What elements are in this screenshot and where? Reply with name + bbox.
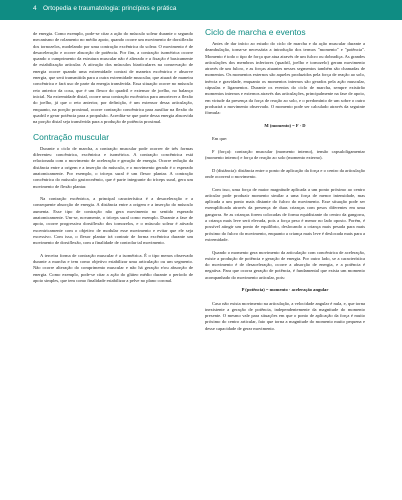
left-column — [33, 31, 193, 291]
running-title: Ortopedia e traumatologia: princípios e prática — [43, 5, 177, 12]
paragraph: Caso não exista movimento na articulação, a velocidade angular é nula, e, que torna inexistente a geração de potência, independentemente da magnitude do momento presente. O mesmo vale para situações em que o ponto de aplicação da força é muito próximo do centro articular, fato que torna a magnitude do momento muito pequena e desse capacidade de gerar movimento. — [205, 300, 365, 331]
paragraph: F (força): contração muscular (momento interno), tensão capsuloligamentar (momento interno) e força de reação ao solo (momento externo). — [205, 148, 365, 161]
formula: P (potência) = momento · aceleração angular — [241, 287, 329, 293]
paragraph: Antes de dar início ao estudo do ciclo de marcha e da ação muscular durante a deambulação, torna-se necessária a introdução dos termos "momento" e "potência". Momento é todo o tipo de força que atua através de um fulcro ou dobradiça. As grandes articulações dos membros inferiores (quadril, joelho e tornozelo) geram movimento através de um fulcro, e as forças atuantes nesses segmentos também são chamadas de momentos. Os momentos externos são aqueles produzidos pela força de reação ao solo, inércia e gravidade, enquanto os momentos internos são gerados pela ação muscular, cápsulas e ligamentos. Durante os eventos do ciclo de marcha, sempre existirão momentos internos e externos através das articulações, principalmente na fase de apoio, em virtude da presença da força de reação ao solo, e o predomínio de um sobre o outro produzirá o movimento observado. O momento pode ser calculado através da seguinte fórmula: — [205, 41, 365, 116]
paragraph: Na contração excêntrica, a principal característica é a desaceleração e a consequente absorção de energia. A distância entre a origem e a inserção do músculo aumenta. Esse tipo de contração não gera movimento no sentido esperado anatomicamente. Um-se, novamente, o tríceps sural como exemplo. Durante a fase de apoio, ocorre progressiva dorsiflexão dos tornozelos, e o músculo solear é ativado excentricamente com o objetivo de modular esse movimento e evitar que ele seja excessivo. Com isso, o flexor plantar irá contrair de forma excêntrica durante um movimento de dorsiflexão, com a finalidade de controlar tal movimento. — [33, 196, 193, 246]
paragraph: A terceira forma de contração muscular é a isométrica. É o tipo menos observado durante a marcha e tem como objetivo estabilizar uma articulação ou um segmento. Não ocorre alteração do comprimento muscular e não há geração e/ou absorção de energia. Como exemplo, pode-se citar a ação do glúteo médio durante o período de apoio simples, que tem como finalidade estabilizar a pelve no plano coronal. — [33, 252, 193, 283]
page-header — [0, 0, 402, 20]
section-heading: Contração muscular — [33, 131, 110, 142]
right-column — [205, 27, 365, 338]
page-number: 4 — [33, 5, 37, 12]
section-heading: Ciclo de marcha e eventos — [205, 27, 306, 37]
paragraph: Com isso, uma força de maior magnitude aplicada a um ponto próximo ao centro articular pode produzir momento similar a uma força de menor intensidade, mas aplicada a um ponto mais distante do fulcro do movimento. Esse situação pode ser exemplificada através da presença de duas crianças com pesos diferentes em uma gangorra. Se as crianças forem colocadas de forma equidistante do centro da gangorra, a criança mais leve será elevada, pois a força peso é menor no lado oposto. Porém, é possível atingir um ponto de equilíbrio, deslocando a criança mais pesada para mais próximo do fulcro do movimento, enquanto a criança mais leve é deslocada mais para a extremidade. — [205, 186, 365, 242]
paragraph: Durante o ciclo de marcha, a contração muscular pode ocorrer de três formas diferentes: concêntrica, excêntrica e isométrica. A contração concêntrica está relacionada com o movimento de aceleração e geração de energia. Ocorre redução da distância entre a origem e a inserção do músculo, e o movimento gerado é o esperado anatomicamente. Por exemplo, o tríceps sural é um flexor plantar. A contração concêntrica do músculo gastrocnêmio, que é parte integrante do tríceps sural, gera um movimento de flexão plantar. — [33, 145, 193, 189]
paragraph: Quando o momento gera movimento da articulação com concêntrica de aceleração, existe a produção de potência e geração de energia. Por outro lado, se a característica do movimento é de desaceleração, ocorre a absorção de energia, e a potência é negativa. Para que ocorra geração de potência, é fundamental que exista um momento acompanhado do movimento articular, pois: — [205, 249, 365, 280]
paragraph: D (distância): distância entre o ponto de aplicação da força e o centro da articulação onde ocorrerá o movimento. — [205, 167, 365, 179]
formula: M (momento) = F · D — [264, 122, 306, 128]
paragraph: de energia. Como exemplo, pode-se citar a ação do músculo soleur durante o segundo mecanismo de rolamento no médio apoio, quando ocorre um movimento de dorsiflexão dos tornozelos, modelando por uma contração excêntrica do solear. O movimento é de desaceleração e ocorre absorção de potência. Por fim, a contração isométrica ocorre quando o cumprimento da estrutura muscular não é alterado e a fixação é basicamente de estabilização articular. A ativação dos músculos biarticulares na conservação de energia ocorre quando uma extremidade contrai de maneira excêntrica e absorve energia, que será transmitida para a outra extremidade muscular, que atuará de maneira concêntrica e fará uso de parte da energia transferida. Essa situação ocorre no músculo reto anterior da coxa, que é um flexor do quadril e extensor de joelho, no balanço inicial. Na extremidade distal, ocorre uma contração excêntrica para amortecer a flexão do joelho, já que o reto anterior, por definição, é um extensor dessa articulação, enquanto, na porção proximal, ocorre contração concêntrica para auxiliar na flexão do quadril e gerar potência para a propulsão. Acredita-se que parte dessa energia absorvida na porção distal seja transferida para a produção de potência proximal. — [33, 31, 193, 125]
paragraph: Em que: — [212, 136, 228, 142]
